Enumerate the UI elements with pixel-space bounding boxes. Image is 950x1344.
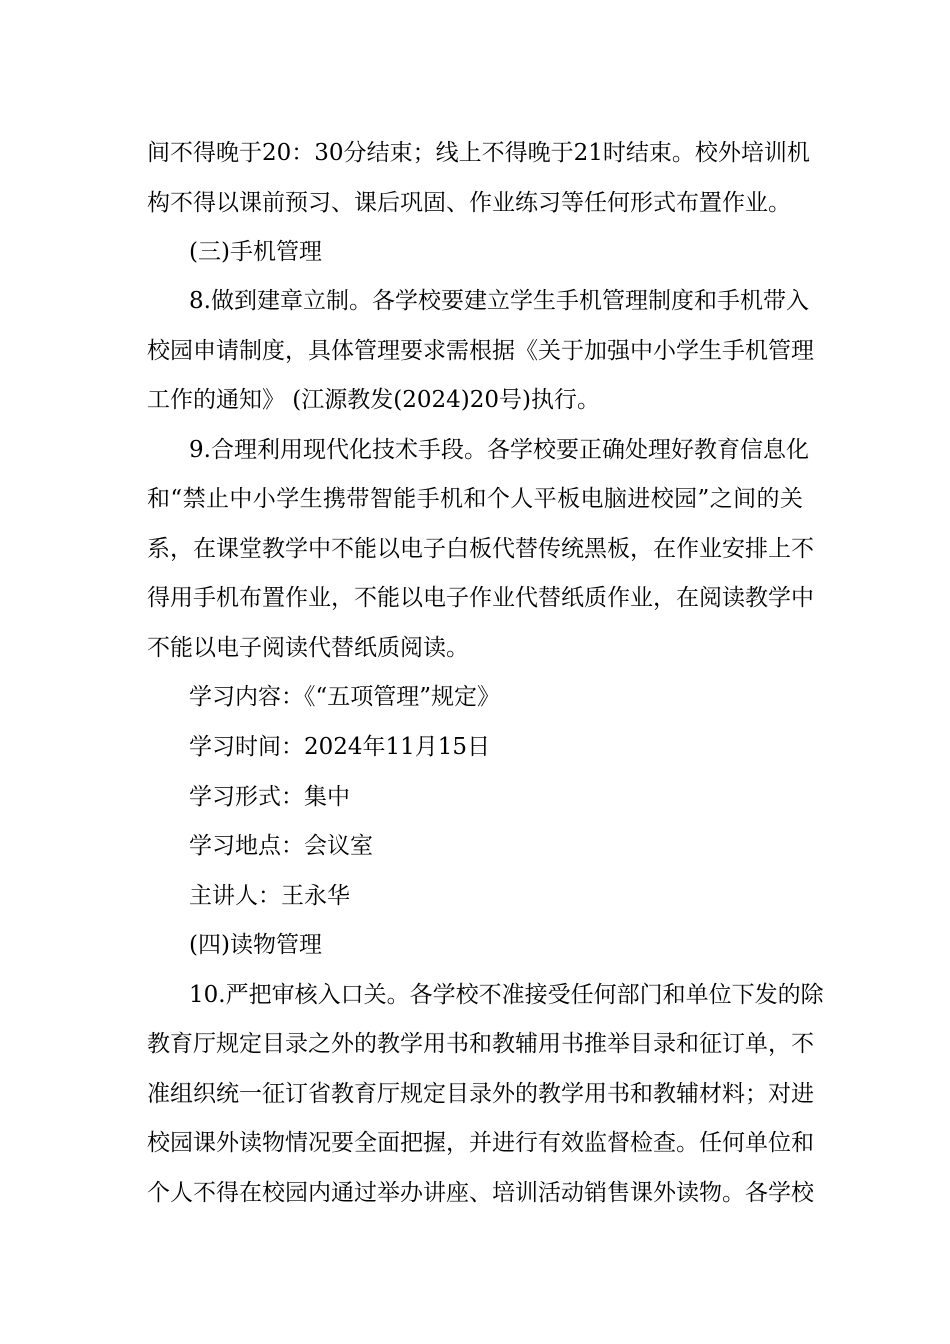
text-line: 不能以电子阅读代替纸质阅读。 <box>147 635 469 661</box>
text-line: 8 . 做 到 建 章 立 制 。 各 学 校 要 建 立 学 生 手 机 管 理 制 度 和 手 机 带 入 <box>189 288 809 314</box>
text-line: 和 “ 禁 止 中 小 学 生 携 带 智 能 手 机 和 个 人 平 板 电 脑 进 校 园 ” 之 间 的 关 <box>147 486 803 512</box>
text-line: 校 园 申 请 制 度 ， 具 体 管 理 要 求 需 根 据 《 关 于 加 强 中 小 学 生 手 机 管 理 <box>147 338 814 364</box>
text-line: 校 园 课 外 读 物 情 况 要 全 面 把 握 ， 并 进 行 有 效 监 督 检 查 。 任 何 单 位 和 <box>147 1130 814 1156</box>
text-line: 9 . 合 理 利 用 现 代 化 技 术 手 段 。 各 学 校 要 正 确 处 理 好 教 育 信 息 化 <box>189 437 809 463</box>
speaker: 主讲人：王永华 <box>189 883 350 909</box>
text-line: 得 用 手 机 布 置 作 业 ， 不 能 以 电 子 作 业 代 替 纸 质 作 业 ， 在 阅 读 教 学 中 <box>147 585 814 611</box>
section-heading: (三)手机管理 <box>189 239 322 265</box>
section-heading: (四)读物管理 <box>189 932 322 958</box>
text-line: 教 育 厅 规 定 目 录 之 外 的 教 学 用 书 和 教 辅 用 书 推 举 目 录 和 征 订 单 ， 不 <box>147 1031 814 1057</box>
study-time: 学习时间：2024年11月15日 <box>189 734 491 760</box>
text-line: 个 人 不 得 在 校 园 内 通 过 举 办 讲 座 、 培 训 活 动 销 售 课 外 读 物 。 各 学 校 <box>147 1180 814 1206</box>
text-line: 间 不 得 晚 于 2 0 ： 3 0 分 结 束 ； 线 上 不 得 晚 于 2 1 时 结 束 。 校 外 培 训 机 <box>147 140 810 166</box>
text-line: 工作的通知》 (江源教发(2024)20号)执行。 <box>147 387 601 413</box>
text-line: 准 组 织 统 一 征 订 省 教 育 厅 规 定 目 录 外 的 教 学 用 书 和 教 辅 材 料 ； 对 进 <box>147 1081 814 1107</box>
study-form: 学习形式：集中 <box>189 784 350 810</box>
study-content: 学习内容：《“五项管理”规定》 <box>189 684 501 710</box>
study-location: 学习地点：会议室 <box>189 833 373 859</box>
text-line: 构 不 得 以 课 前 预 习 、 课 后 巩 固 、 作 业 练 习 等 任 何 形 式 布 置 作 业 。 <box>147 190 791 216</box>
text-line: 1 0 . 严 把 审 核 入 口 关 。 各 学 校 不 准 接 受 任 何 部 门 和 单 位 下 发 的 除 <box>189 982 824 1008</box>
text-line: 系 ， 在 课 堂 教 学 中 不 能 以 电 子 白 板 代 替 传 统 黑 板 ， 在 作 业 安 排 上 不 <box>147 536 814 562</box>
